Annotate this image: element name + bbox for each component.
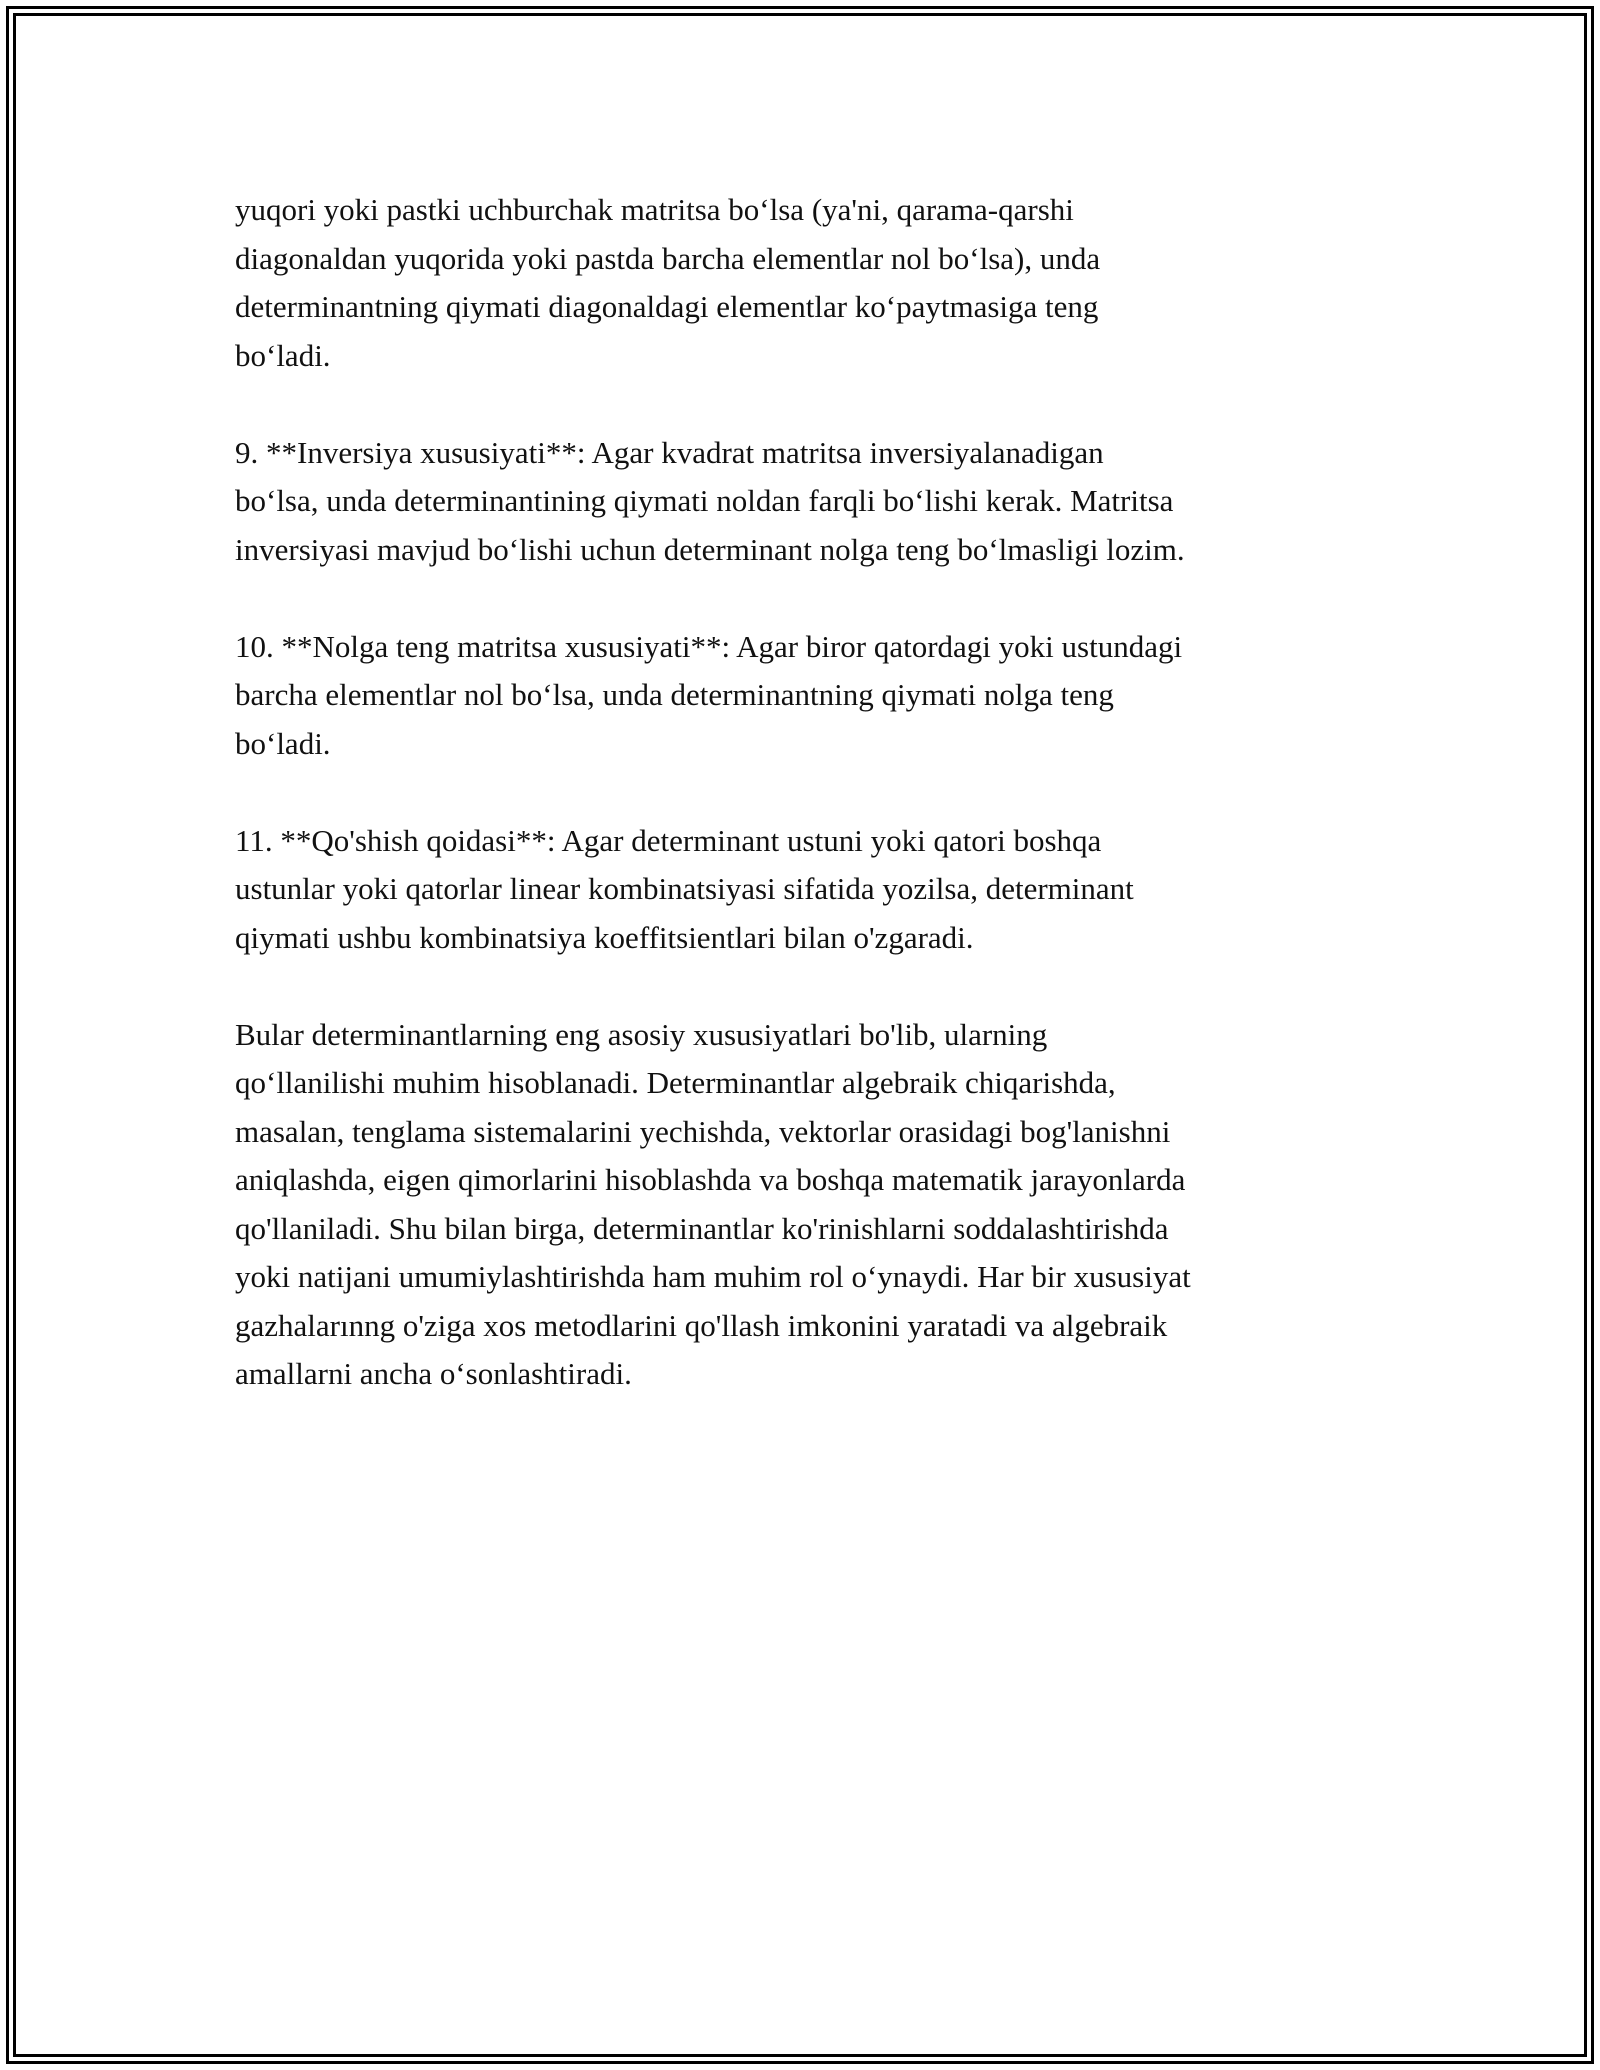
paragraph-zero-row-property: 10. **Nolga teng matritsa xususiyati**: Agar biror qatordagi yoki ustundagi barcha elementlar nol bo‘lsa, unda determinantning qiymati nolga teng bo‘ladi.: [235, 628, 1183, 761]
document-body: [235, 186, 1385, 1399]
paragraph-inversion-property: 9. **Inversiya xususiyati**: Agar kvadrat matritsa inversiyalanadigan bo‘lsa, unda determinantining qiymati noldan farqli bo‘lishi kerak. Matritsa inversiyasi mavjud bo‘lishi uchun determinant nolga teng bo‘lmasligi lozim.: [235, 434, 1185, 567]
paragraph-triangular-matrix: yuqori yoki pastki uchburchak matritsa bo‘lsa (ya'ni, qarama-qarshi diagonaldan yuqorida yoki pastda barcha elementlar nol bo‘lsa), unda determinantning qiymati diagonaldagi elementlar ko‘paytmasiga teng bo‘ladi.: [235, 192, 1101, 373]
paragraph-conclusion: Bular determinantlarning eng asosiy xususiyatlari bo'lib, ularning qo‘llanilishi muhim hisoblanadi. Determinantlar algebraik chiqarishda, masalan, tenglama sistemalarini yechishda, vektorlar orasidagi bog'lanishni aniqlashda, eigen qimorlarini hisoblashda va boshqa matematik jarayonlarda qo'llaniladi. Shu bilan birga, determinantlar ko'rinishlarni soddalashtirishda yoki natijani umumiylashtirishda ham muhim rol o‘ynaydi. Har bir xususiyat gazhalarınng o'ziga xos metodlarini qo'llash imkonini yaratadi va algebraik amallarni ancha o‘sonlashtiradi.: [235, 1016, 1191, 1391]
paragraph-addition-rule: 11. **Qo'shish qoidasi**: Agar determinant ustuni yoki qatori boshqa ustunlar yoki qatorlar linear kombinatsiyasi sifatida yozilsa, determinant qiymati ushbu kombinatsiya koeffitsientlari bilan o'zgaradi.: [235, 822, 1134, 955]
